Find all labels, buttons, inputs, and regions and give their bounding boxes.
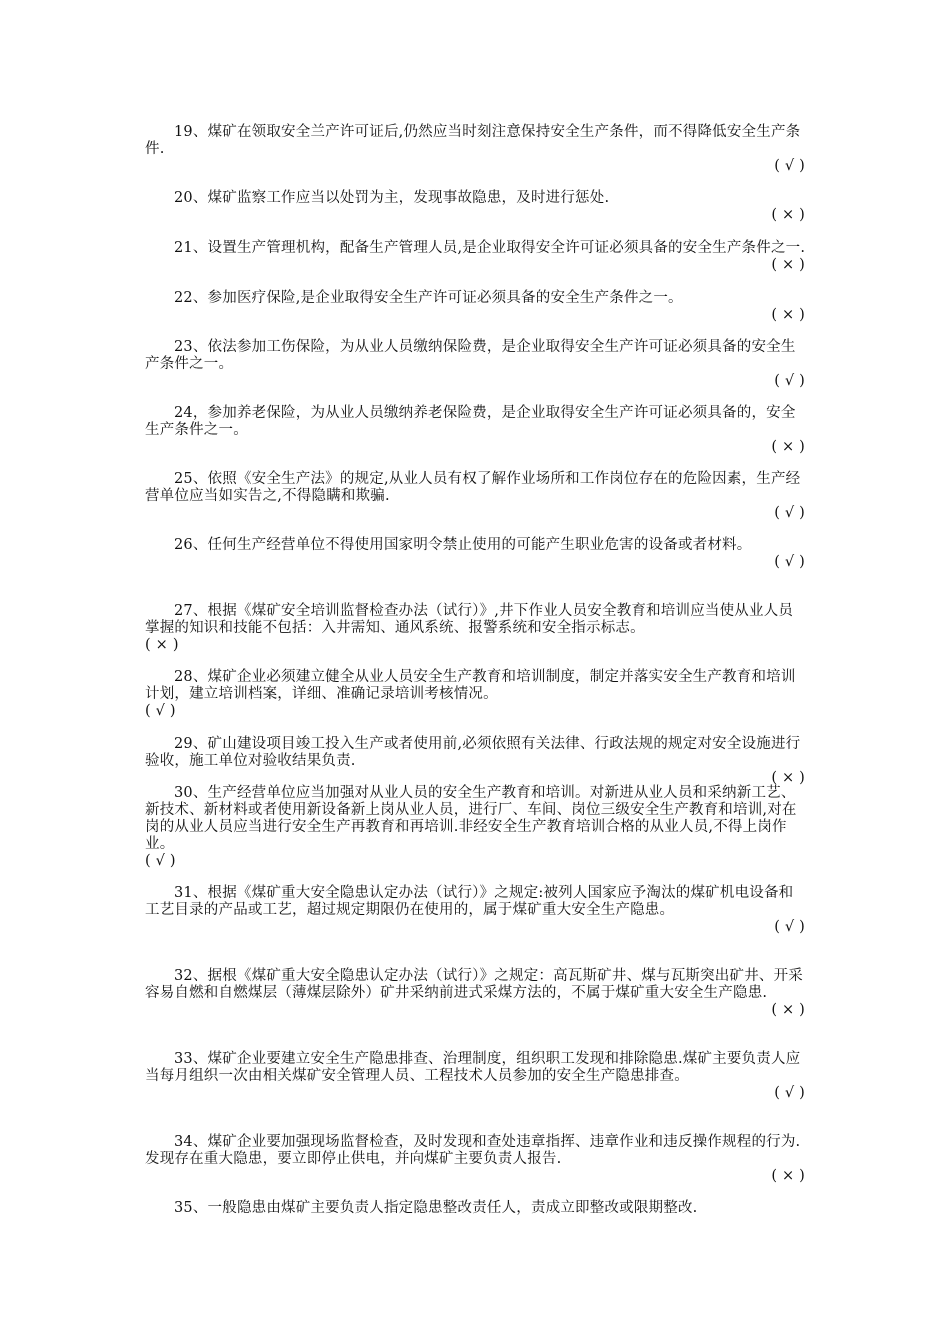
answer-mark: ( √ ) bbox=[774, 505, 805, 521]
question-22 bbox=[145, 290, 807, 324]
question-text: 20、煤矿监察工作应当以处罚为主，发现事故隐患，及时进行惩处. bbox=[174, 190, 610, 206]
question-29 bbox=[145, 736, 807, 787]
question-27 bbox=[145, 603, 807, 654]
question-text: 26、任何生产经营单位不得使用国家明令禁止使用的可能产生职业危害的设备或者材料。 bbox=[174, 537, 752, 553]
question-text: 34、煤矿企业要加强现场监督检查，及时发现和查处违章指挥、违章作业和违反操作规程的行为.发现存在重大隐患，要立即停止供电，并向煤矿主要负责人报告. bbox=[145, 1134, 801, 1167]
answer-mark: ( × ) bbox=[771, 207, 805, 223]
question-text: 23、依法参加工伤保险，为从业人员缴纳保险费，是企业取得安全生产许可证必须具备的安全生产条件之一。 bbox=[145, 339, 796, 372]
question-text: 35、一般隐患由煤矿主要负责人指定隐患整改责任人，责成立即整改或限期整改. bbox=[174, 1200, 698, 1216]
question-text: 22、参加医疗保险,是企业取得安全生产许可证必须具备的安全生产条件之一。 bbox=[174, 290, 683, 306]
question-text: 29、矿山建设项目竣工投入生产或者使用前,必须依照有关法律、行政法规的规定对安全设施进行验收，施工单位对验收结果负责. bbox=[145, 736, 801, 769]
question-31 bbox=[145, 885, 807, 936]
question-26 bbox=[145, 537, 807, 571]
question-text: 27、根据《煤矿安全培训监督检查办法（试行）》,井下作业人员安全教育和培训应当使从业人员掌握的知识和技能不包括：入井需知、通风系统、报警系统和安全指示标志。 bbox=[145, 603, 794, 636]
question-text: 31、根据《煤矿重大安全隐患认定办法（试行）》之规定:被列人国家应予淘汰的煤矿机电设备和工艺目录的产品或工艺，超过规定期限仍在使用的，属于煤矿重大安全生产隐患。 bbox=[145, 885, 794, 918]
answer-mark: ( × ) bbox=[145, 637, 179, 653]
question-21 bbox=[145, 240, 807, 274]
question-30 bbox=[145, 785, 807, 870]
answer-mark: ( √ ) bbox=[774, 554, 805, 570]
answer-mark: ( × ) bbox=[771, 1002, 805, 1018]
answer-mark: ( √ ) bbox=[145, 703, 176, 719]
question-33 bbox=[145, 1051, 807, 1102]
question-24 bbox=[145, 405, 807, 456]
answer-mark: ( √ ) bbox=[774, 1085, 805, 1101]
question-23 bbox=[145, 339, 807, 390]
answer-mark: ( × ) bbox=[771, 307, 805, 323]
question-19 bbox=[145, 124, 807, 175]
answer-mark: ( √ ) bbox=[145, 853, 176, 869]
question-text: 32、据根《煤矿重大安全隐患认定办法（试行）》之规定：高瓦斯矿井、煤与瓦斯突出矿井、开采容易自燃和自燃煤层（薄煤层除外）矿井采纳前进式采煤方法的，不属于煤矿重大安全生产隐患. bbox=[145, 968, 803, 1001]
question-text: 24，参加养老保险，为从业人员缴纳养老保险费，是企业取得安全生产许可证必须具备的，安全生产条件之一。 bbox=[145, 405, 796, 438]
question-34 bbox=[145, 1134, 807, 1185]
answer-mark: ( √ ) bbox=[774, 158, 805, 174]
question-text: 28、煤矿企业必须建立健全从业人员安全生产教育和培训制度，制定并落实安全生产教育和培训计划，建立培训档案，详细、准确记录培训考核情况。 bbox=[145, 669, 796, 702]
answer-mark: ( × ) bbox=[771, 1168, 805, 1184]
question-text: 21、设置生产管理机构，配备生产管理人员,是企业取得安全许可证必须具备的安全生产条件之一. bbox=[174, 240, 806, 256]
question-text: 25、依照《安全生产法》的规定,从业人员有权了解作业场所和工作岗位存在的危险因素，生产经营单位应当如实告之,不得隐瞒和欺骗. bbox=[145, 471, 801, 504]
question-35 bbox=[145, 1200, 807, 1217]
question-text: 30、生产经营单位应当加强对从业人员的安全生产教育和培训。对新进从业人员和采纳新工艺、新技术、新材料或者使用新设备新上岗从业人员，进行厂、车间、岗位三级安全生产教育和培训,对在岗的从业人员应当进行安全生产再教育和再培训.非经安全生产教育培训合格的从业人员,不得上岗作业。 bbox=[145, 785, 797, 852]
answer-mark: ( √ ) bbox=[774, 919, 805, 935]
answer-mark: ( × ) bbox=[771, 257, 805, 273]
answer-mark: ( × ) bbox=[771, 439, 805, 455]
answer-mark: ( √ ) bbox=[774, 373, 805, 389]
answer-mark: ( × ) bbox=[771, 770, 805, 786]
question-text: 33、煤矿企业要建立安全生产隐患排查、治理制度，组织职工发现和排除隐患.煤矿主要负责人应当每月组织一次由相关煤矿安全管理人员、工程技术人员参加的安全生产隐患排查。 bbox=[145, 1051, 801, 1084]
question-text: 19、煤矿在领取安全兰产许可证后,仍然应当时刻注意保持安全生产条件，而不得降低安全生产条件. bbox=[145, 124, 801, 157]
question-28 bbox=[145, 669, 807, 720]
question-32 bbox=[145, 968, 807, 1019]
question-20 bbox=[145, 190, 807, 224]
question-25 bbox=[145, 471, 807, 522]
